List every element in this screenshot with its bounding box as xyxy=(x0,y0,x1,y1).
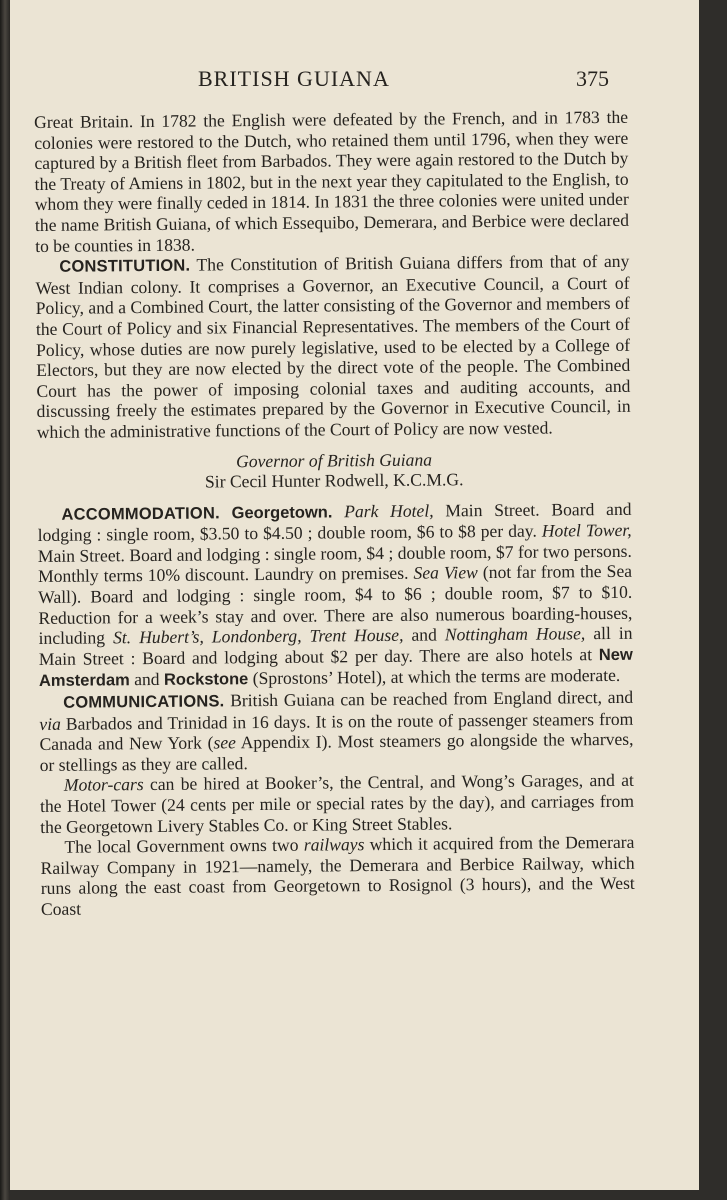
governor-name: Sir Cecil Hunter Rodwell, K.C.M.G. xyxy=(204,469,464,492)
accommodation-place: Georgetown. xyxy=(231,503,333,522)
house-londonberg: Londonberg, xyxy=(211,625,302,647)
constitution-heading: CONSTITUTION. xyxy=(59,256,191,276)
separator: and xyxy=(403,624,445,646)
accommodation-heading: ACCOMMODATION. xyxy=(61,504,220,524)
hotel-park: Park Hotel, xyxy=(344,500,434,521)
page-header xyxy=(10,66,699,96)
see-word: see xyxy=(213,732,236,753)
governor-title: Governor of British Guiana xyxy=(235,449,433,471)
separator xyxy=(301,626,309,646)
railways-word: railways xyxy=(303,834,365,855)
communications-paragraph xyxy=(39,687,634,776)
railways-text-1: The local Government owns two xyxy=(64,834,304,857)
page-number: 375 xyxy=(576,66,609,91)
running-head: BRITISH GUIANA xyxy=(198,66,390,91)
motor-cars-label: Motor-cars xyxy=(63,774,144,796)
history-paragraph xyxy=(34,107,629,256)
hotel-new-amsterdam: New Amsterdam xyxy=(38,645,633,691)
constitution-paragraph xyxy=(35,251,631,443)
communications-text-3: Appendix I). Most steamers go alongside the wharves, or stellings as they are called. xyxy=(39,729,634,775)
accommodation-text-1: Main Street. Board and lodging : single room, $3.50 to $4.50 ; double room, $6 to $8 per day. xyxy=(37,498,632,546)
hotel-rockstone: Rockstone xyxy=(163,670,249,690)
accommodation-text-4: all in Main Street : Board and lodging about $2 per day. There are also hotels at xyxy=(38,623,633,669)
hotel-tower: Hotel Tower, xyxy=(541,520,632,541)
page-body xyxy=(34,107,635,920)
accommodation-text-3: (not far from the Sea Wall). Board and lodging : single room, $4 to $6 ; double room, $7 to $10. Reduction for a week’s stay and over. There are also numerous boarding-houses, including xyxy=(38,561,633,649)
book-binding xyxy=(0,0,10,1200)
page-edge xyxy=(699,0,727,1200)
book-page xyxy=(10,0,699,1190)
communications-text-1: British Guiana can be reached from England direct, and xyxy=(224,686,634,711)
motor-cars-paragraph xyxy=(40,770,635,837)
accommodation-text-2: Main Street. Board and lodging : single room, $4 ; double room, $7 for two persons. Monthly terms 10% discount. Laundry on premises. xyxy=(37,540,632,587)
motor-cars-text: can be hired at Booker’s, the Central, and Wong’s Garages, and at the Hotel Tower (24 cents per mile or special rates by the day), and carriages from the Georgetown Livery Stables Co. or King Street Stables. xyxy=(39,770,635,837)
history-text: Great Britain. In 1782 the English were defeated by the French, and in 1783 the colonies were restored to the Dutch, who retained them until 1796, when they were captured by a British fleet from Barbados. They were again restored to the Dutch by the Treaty of Amiens in 1802, but in the next year they capitulated to the English, to whom they were finally ceded in 1814. In 1831 the three colonies were united under the name British Guiana, of which Essequibo, Demerara, and Berbice were declared to be counties in 1838. xyxy=(34,106,630,256)
communications-heading: COMMUNICATIONS. xyxy=(63,692,225,712)
house-nottingham: Nottingham House, xyxy=(444,623,586,645)
via-word: via xyxy=(39,713,61,734)
railways-paragraph xyxy=(40,832,635,920)
accommodation-paragraph xyxy=(37,498,633,692)
communications-text-2: Barbados and Trinidad in 16 days. It is on the route of passenger steamers from Canada and New York ( xyxy=(39,708,634,755)
house-trent: Trent House, xyxy=(309,625,404,646)
railways-text-2: which it acquired from the Demerara Railway Company in 1921—namely, the Demerara and Berbice Railway, which runs along the east coast from Georgetown to Rosignol (3 hours), and the West Coast xyxy=(40,831,635,919)
constitution-text: The Constitution of British Guiana differs from that of any West Indian colony. It comprises a Governor, an Executive Council, a Court of Policy, and a Combined Court, the latter consisting of the Governor and members of the Court of Policy and six Financial Representatives. The members of the Court of Policy, whose duties are now purely legislative, used to be elected by a College of Electors, but they are now elected by the direct vote of the people. The Combined Court has the power of imposing colonial taxes and auditing accounts, and discussing freely the estimates prepared by the Governor in Executive Council, in which the administrative functions of the Court of Policy are now vested. xyxy=(35,250,631,442)
page-edge xyxy=(10,1190,699,1200)
separator: and xyxy=(129,669,165,690)
accommodation-text-5: (Sprostons’ Hotel), at which the terms are moderate. xyxy=(248,665,621,689)
house-st-huberts: St. Hubert’s, xyxy=(112,626,204,648)
hotel-sea-view: Sea View xyxy=(413,562,478,584)
